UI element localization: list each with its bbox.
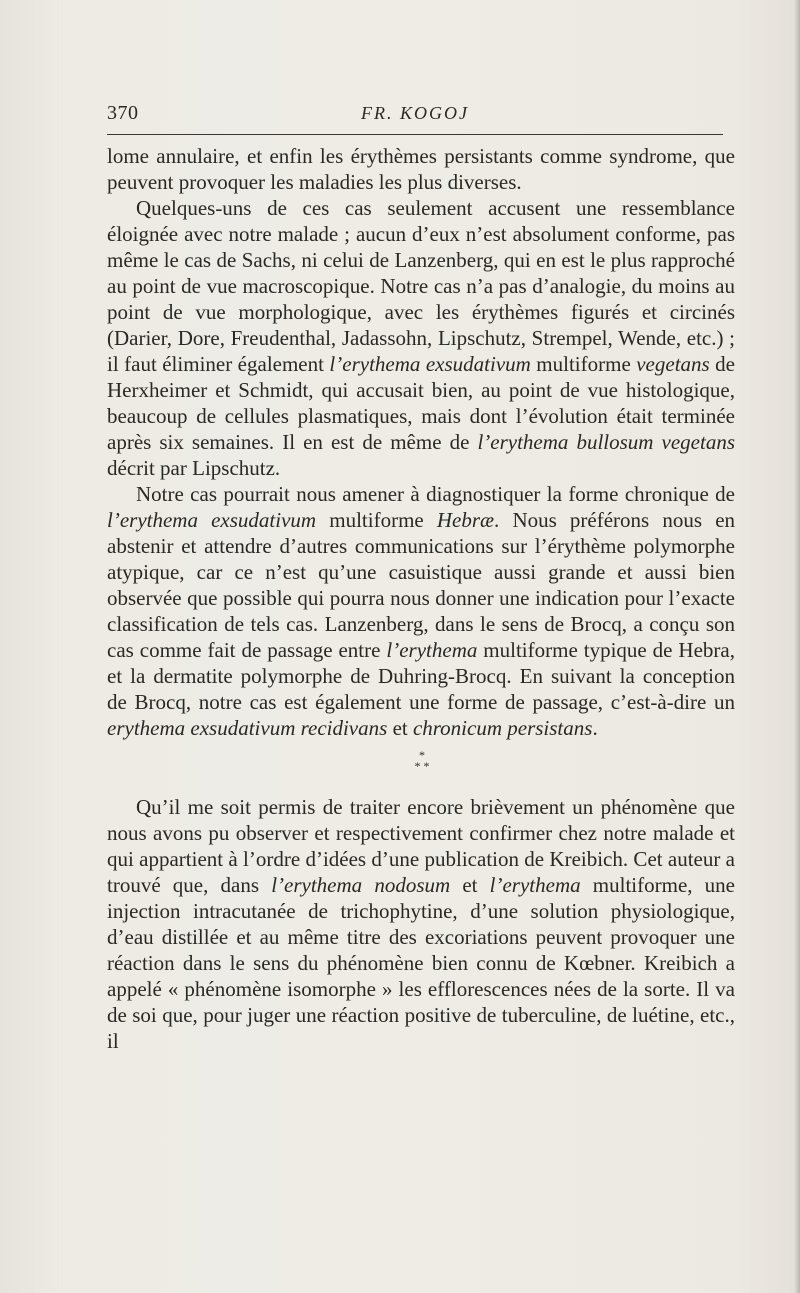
- page-edge-shadow: [794, 0, 800, 1293]
- text-run: multiforme typique de Hebra, et la dermatite polymorphe de Duhring-Brocq. En suivant la conception de Brocq, notre cas est également une forme de passage, c’est-à-dire un: [107, 638, 735, 714]
- separator-star-top: *: [419, 748, 425, 762]
- section-separator: [107, 750, 723, 772]
- paragraph: [107, 481, 735, 741]
- text-run: Notre cas pourrait nous amener à diagnostiquer la forme chronique de: [136, 482, 735, 506]
- running-header: [107, 98, 723, 128]
- italic-term: l’erythema bullosum vegetans: [477, 430, 735, 454]
- text-run: Quelques-uns de ces cas seulement accusent une ressemblance éloignée avec notre malade ; aucun d’eux n’est absolument conforme, pas même le cas de Sachs, ni celui de Lanzenberg, qui en est le plus rapproché au point de vue macroscopique. Notre cas n’a pas d’analogie, du moins au point de vue morphologique, avec les érythèmes figurés et circinés (Darier, Dore, Freudenthal, Jadassohn, Lipschutz, Strempel, Wende, etc.) ; il faut éliminer également: [107, 196, 735, 376]
- text-run: Qu’il me soit permis de traiter encore brièvement un phénomène que nous avons pu observer et respectivement confirmer chez notre malade et qui appartient à l’ordre d’idées d’une publication de Kreibich. Cet auteur a trouvé que, dans: [107, 795, 735, 897]
- text-run: multiforme, une injection intracutanée de trichophytine, d’une solution physiologique, d’eau distillée et au même titre des excoriations peuvent provoquer une réaction dans le sens du phénomène bien connu de Kœbner. Kreibich a appelé « phénomène isomorphe » les efflorescences nées de la sorte. Il va de soi que, pour juger une réaction positive de tuberculine, de luétine, etc., il: [107, 873, 735, 1053]
- text-run: et: [450, 873, 490, 897]
- italic-term: l’erythema exsudativum: [107, 508, 317, 532]
- italic-term: Hebræ: [436, 508, 495, 532]
- page-number: 370: [107, 102, 139, 124]
- text-run: de Herxheimer et Schmidt, qui accusait bien, au point de vue histologique, beaucoup de cellules plasmatiques, mais dont l’évolution était terminée après six semaines. Il en est de même de: [107, 352, 736, 454]
- body-text: [107, 143, 735, 1054]
- italic-term: l’erythema nodosum: [271, 873, 451, 897]
- running-title: FR. KOGOJ: [361, 103, 469, 123]
- paragraph: [107, 143, 735, 195]
- text-run: multiforme: [316, 508, 437, 532]
- text-run: décrit par Lipschutz.: [107, 456, 281, 480]
- header-rule: [107, 134, 723, 135]
- paragraph: [107, 794, 735, 1054]
- italic-term: l’erythema exsudativum: [329, 352, 531, 376]
- separator-stars-bottom: * *: [414, 759, 430, 773]
- italic-term: vegetans: [636, 352, 710, 376]
- text-run: lome annulaire, et enfin les érythèmes persistants comme syndrome, que peuvent provoquer les maladies les plus diverses.: [107, 144, 735, 194]
- text-run: et: [387, 716, 413, 740]
- italic-term: l’erythema: [386, 638, 478, 662]
- paragraph: [107, 195, 735, 481]
- italic-term: l’erythema: [489, 873, 581, 897]
- text-run: multiforme: [530, 352, 637, 376]
- text-run: .: [592, 716, 598, 740]
- text-run: . Nous préférons nous en abstenir et attendre d’autres communications sur l’érythème polymorphe atypique, car ce n’est qu’une casuistique aussi grande et aussi bien observée que possible qui pourra nous donner une indication pour l’exacte classification de tels cas. Lanzenberg, dans le sens de Brocq, a conçu son cas comme fait de passage entre: [107, 508, 736, 662]
- italic-term: erythema exsudativum recidivans: [107, 716, 388, 740]
- italic-term: chronicum persistans: [412, 716, 593, 740]
